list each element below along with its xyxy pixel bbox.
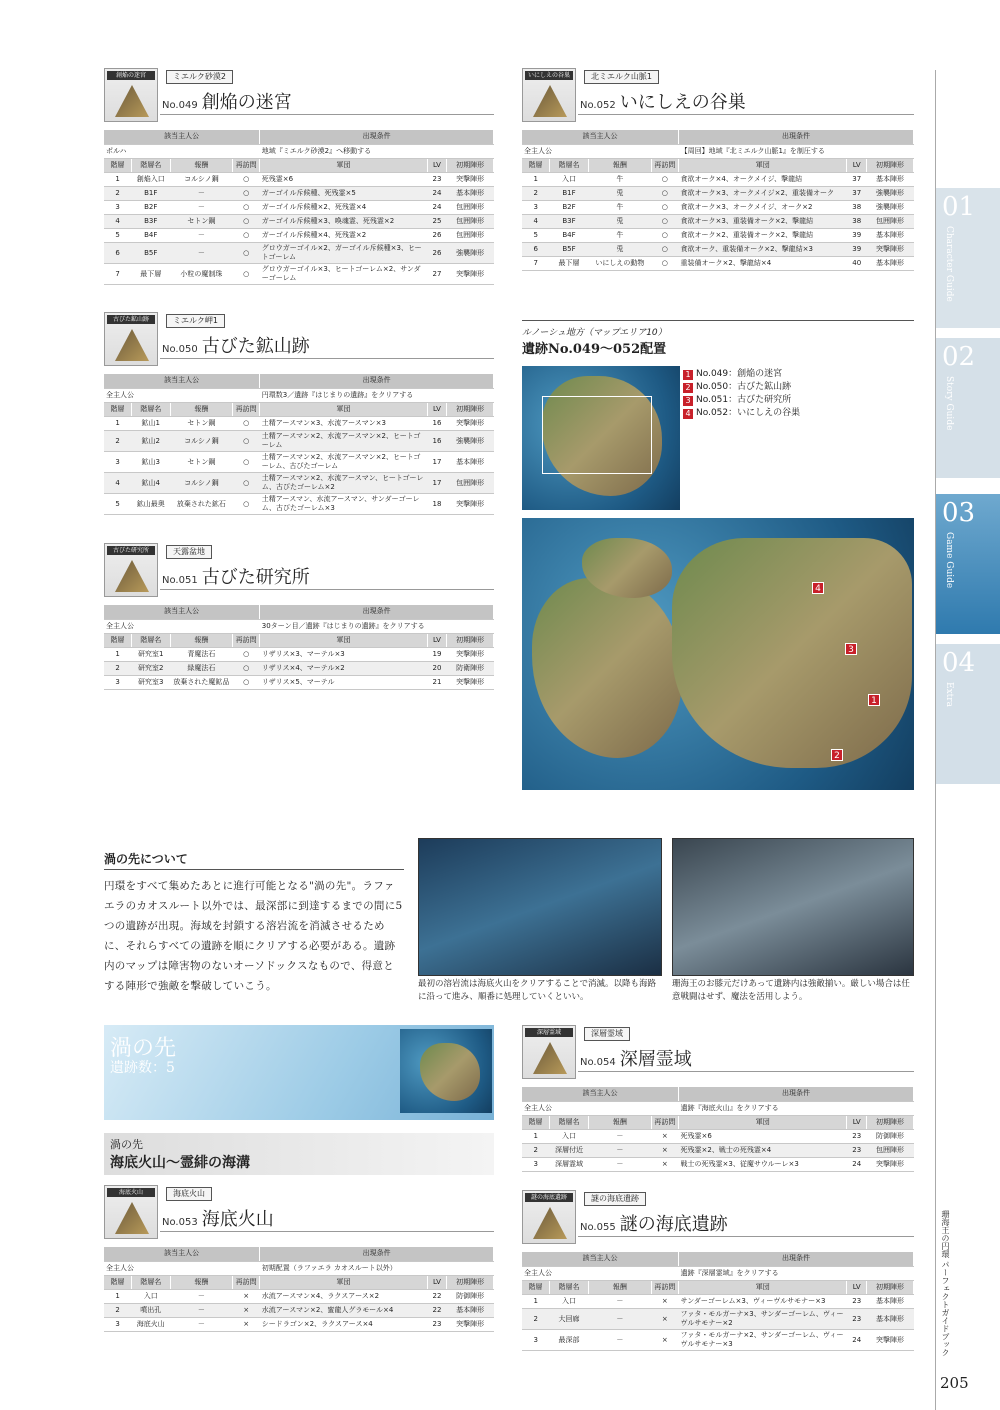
dungeon-title: No.052 いにしえの谷巣 — [580, 92, 746, 113]
table-row: 3 B2F － ○ ガーゴイル斥候種×2、死残霊×4 24 包囲陣形 — [104, 201, 494, 215]
area-label: ミエルク砂漠2 — [166, 70, 233, 84]
dungeon-054 — [522, 1025, 914, 1172]
screenshot-2 — [672, 838, 914, 976]
dungeon-icon: 海底火山 — [104, 1185, 158, 1239]
chapter-tab-03[interactable]: 03 Game Guide — [936, 494, 1000, 634]
floor-table: 階層 階層名 報酬 再訪問 軍団 LV 初期陣形 1 研究室1 青魔法石 ○ リザリス×3、マーテル×3 19 突撃陣形 2 研究室2 緑魔法石 ○ リザリス×4、マーテル×2 20 防衛陣形 3 研究室3 放棄された魔鉱品 ○ リザリス×5、マーテル 21 突撃陣形 — [104, 634, 494, 691]
table-row: 3 鉱山3 セトン鋼 ○ 土精アースマン×2、水流アースマン×2、ヒートゴーレム、古びたゴーレム 17 基本陣形 — [104, 452, 494, 473]
book-title-vertical: 珊海王の円環 パーフェクトガイドブック — [941, 1210, 950, 1357]
article-body: 円環をすべて集めたあとに進行可能となる"渦の先"。ラファエラのカオスルート以外では、最深部に到達するまでの間に5つの遺跡が出現。海域を封鎖する溶岩流を消滅させるために、それらすべての遺跡を順にクリアする必要がある。遺跡内のマップは障害物のないオーソドックスなもので、得意とする陣形で強敵を撃破していこう。 — [104, 880, 403, 992]
dungeon-icon: 深層霊域 — [522, 1025, 576, 1079]
uzu-range — [104, 1133, 494, 1175]
dungeon-title: No.053 海底火山 — [162, 1209, 274, 1230]
screenshot-1 — [418, 838, 662, 976]
dungeon-icon: 創焔の迷宮 — [104, 68, 158, 122]
condition-table: 該当主人公 出現条件 全主人公 遺跡『海底火山』をクリアする — [522, 1087, 914, 1116]
table-row: 1 研究室1 青魔法石 ○ リザリス×3、マーテル×3 19 突撃陣形 — [104, 648, 494, 662]
floor-table: 階層 階層名 報酬 再訪問 軍団 LV 初期陣形 1 入口 － × 水流アースマン×4、ラクスアース×2 22 防御陣形 2 噴出孔 － × 水流アースマン×2、蜜龍人グラモール×4 22 基本陣形 3 海底火山 － × シードラゴン×2、ラクスアース×4 23 突撃陣形 — [104, 1276, 494, 1333]
legend-item-4: 4 No.052：いにしえの谷巣 — [683, 407, 800, 420]
condition-table: 該当主人公 出現条件 全主人公 【周回】地域『北ミエルク山脈1』を制圧する — [522, 130, 914, 159]
table-row: 1 入口 － × 死残霊×6 23 防御陣形 — [522, 1130, 914, 1144]
area-label: 深層霊域 — [584, 1027, 630, 1041]
floor-table: 階層 階層名 報酬 再訪問 軍団 LV 初期陣形 1 入口 － × サンダーゴーレム×3、ヴィーヴルサモナー×3 23 基本陣形 2 大回廊 － × ファタ・モルガーナ×3、サンダーゴーレム、ヴィーヴルサモナー×2 23 基本陣形 3 最深部 － × ファタ・モルガーナ×2、サンダーゴーレム、ヴィーヴルサモナー×3 24 突撃陣形 — [522, 1281, 914, 1352]
article-title: 渦の先について — [104, 850, 404, 870]
overview-map — [522, 366, 680, 510]
table-row: 3 深層霊域 － × 戦士の死残霊×3、従魔サウルーレ×3 24 突撃陣形 — [522, 1158, 914, 1172]
table-row: 1 鉱山1 セトン鋼 ○ 土精アースマン×3、水流アースマン×3 16 突撃陣形 — [104, 417, 494, 431]
table-row: 2 研究室2 緑魔法石 ○ リザリス×4、マーテル×2 20 防衛陣形 — [104, 662, 494, 676]
table-row: 4 鉱山4 コルシノ鋼 ○ 土精アースマン×2、水流アースマン、ヒートゴーレム、古びたゴーレム×2 17 包囲陣形 — [104, 473, 494, 494]
article — [104, 850, 404, 996]
table-row: 2 噴出孔 － × 水流アースマン×2、蜜龍人グラモール×4 22 基本陣形 — [104, 1304, 494, 1318]
floor-table: 階層 階層名 報酬 再訪問 軍団 LV 初期陣形 1 入口 牛 ○ 貪欲オーク×4、オークメイジ、撃龍結 37 基本陣形 2 B1F 兎 ○ 貪欲オーク×3、オークメイジ×2、重装備オーク 37 強襲陣形 3 B2F 牛 ○ 貪欲オーク×3、オークメイジ、オーク×2 38 強襲陣形 4 B3F 兎 ○ 貪欲オーク×3、重装備オーク×2、撃龍結 38 包囲陣形 5 B4F 牛 ○ 貪欲オーク×2、重装備オーク×2、撃龍結 39 基本陣形 6 B5F 兎 ○ 貪欲オーク、重装備オーク×2、撃龍結×3 39 突撃陣形 7 最下層 いにしえの動物 ○ 重装備オーク×2、撃龍結×4 40 基本陣形 — [522, 159, 914, 272]
map-marker-3[interactable]: 3 — [845, 643, 857, 655]
caption-1: 最初の溶岩流は海底火山をクリアすることで消滅。以降も海路に沿って進み、順番に処理していくといい。 — [418, 979, 657, 1002]
area-label: 北ミエルク山脈1 — [584, 70, 659, 84]
area-label: 天露盆地 — [166, 545, 212, 559]
condition-table: 該当主人公 出現条件 全主人公 初期配置（ラファエラ カオスルート以外） — [104, 1247, 494, 1276]
legend-item-2: 2 No.050：古びた鉱山跡 — [683, 381, 800, 394]
uzu-name: 渦の先 — [110, 1036, 177, 1061]
area-label: 海底火山 — [166, 1187, 212, 1201]
table-row: 1 入口 － × サンダーゴーレム×3、ヴィーヴルサモナー×3 23 基本陣形 — [522, 1295, 914, 1309]
dungeon-icon: いにしえの谷巣 — [522, 68, 576, 122]
table-row: 6 B5F 兎 ○ 貪欲オーク、重装備オーク×2、撃龍結×3 39 突撃陣形 — [522, 243, 914, 257]
chapter-sidebar — [935, 70, 1000, 1410]
uzu-banner — [104, 1025, 494, 1120]
table-row: 5 鉱山最奥 放棄された鉱石 ○ 土精アースマン、水流アースマン、サンダーゴーレム、古びたゴーレム×3 18 突撃陣形 — [104, 494, 494, 515]
table-row: 3 海底火山 － × シードラゴン×2、ラクスアース×4 23 突撃陣形 — [104, 1318, 494, 1332]
table-row: 2 大回廊 － × ファタ・モルガーナ×3、サンダーゴーレム、ヴィーヴルサモナー×2 23 基本陣形 — [522, 1309, 914, 1330]
dungeon-052 — [522, 68, 914, 271]
dungeon-icon: 古びた鉱山跡 — [104, 312, 158, 366]
detail-map — [522, 518, 914, 790]
condition-table: 該当主人公 出現条件 全主人公 円環数3／遺跡『はじまりの遺跡』をクリアする — [104, 374, 494, 403]
table-row: 2 B1F － ○ ガーゴイル斥候種、死残霊×5 24 基本陣形 — [104, 187, 494, 201]
dungeon-055 — [522, 1190, 914, 1351]
dungeon-title: No.051 古びた研究所 — [162, 567, 310, 588]
table-row: 2 深層付近 － × 死残霊×2、戦士の死残霊×4 23 包囲陣形 — [522, 1144, 914, 1158]
floor-table: 階層 階層名 報酬 再訪問 軍団 LV 初期陣形 1 鉱山1 セトン鋼 ○ 土精アースマン×3、水流アースマン×3 16 突撃陣形 2 鉱山2 コルシノ鋼 ○ 土精アースマン×2、水流アースマン×2、ヒートゴーレム 16 強襲陣形 3 鉱山3 セトン鋼 ○ 土精アースマン×2、水流アースマン×2、ヒートゴーレム、古びたゴーレム 17 基本陣形 4 鉱山4 コルシノ鋼 ○ 土精アースマン×2、水流アースマン、ヒートゴーレム、古びたゴーレム×2 17 包囲陣形 5 鉱山最奥 放棄された鉱石 ○ 土精アースマン、水流アースマン、サンダーゴーレム、古びたゴーレム×3 18 突撃陣形 — [104, 403, 494, 516]
area-label: ミエルク岬1 — [166, 314, 225, 328]
uzu-count: 遺跡数：5 — [110, 1060, 175, 1076]
table-row: 7 最下層 いにしえの動物 ○ 重装備オーク×2、撃龍結×4 40 基本陣形 — [522, 257, 914, 271]
table-row: 4 B3F セトン鋼 ○ ガーゴイル斥候種×3、喚魂霊、死残霊×2 25 包囲陣形 — [104, 215, 494, 229]
table-row: 5 B4F 牛 ○ 貪欲オーク×2、重装備オーク×2、撃龍結 39 基本陣形 — [522, 229, 914, 243]
floor-table: 階層 階層名 報酬 再訪問 軍団 LV 初期陣形 1 創焔入口 コルシノ鋼 ○ 死残霊×6 23 突撃陣形 2 B1F － ○ ガーゴイル斥候種、死残霊×5 24 基本陣形 3 B2F － ○ ガーゴイル斥候種×2、死残霊×4 24 包囲陣形 4 B3F セトン鋼 ○ ガーゴイル斥候種×3、喚魂霊、死残霊×2 25 包囲陣形 5 B4F － ○ ガーゴイル斥候種×4、死残霊×2 26 包囲陣形 6 B5F － ○ グロウガーゴイル×2、ガーゴイル斥候種×3、ヒートゴーレム 26 強襲陣形 7 最下層 小粒の魔制珠 ○ グロウガーゴイル×3、ヒートゴーレム×2、サンダーゴーレム 27 突撃陣形 — [104, 159, 494, 286]
area-label: 謎の海底遺跡 — [584, 1192, 646, 1206]
dungeon-050 — [104, 312, 494, 515]
table-row: 5 B4F － ○ ガーゴイル斥候種×4、死残霊×2 26 包囲陣形 — [104, 229, 494, 243]
table-row: 1 入口 牛 ○ 貪欲オーク×4、オークメイジ、撃龍結 37 基本陣形 — [522, 173, 914, 187]
condition-table: 該当主人公 出現条件 全主人公 遺跡『深層霊域』をクリアする — [522, 1252, 914, 1281]
map-marker-1[interactable]: 1 — [868, 694, 880, 706]
dungeon-051 — [104, 543, 494, 690]
dungeon-icon: 謎の海底遺跡 — [522, 1190, 576, 1244]
chapter-tab-04[interactable]: 04 Extra — [936, 644, 1000, 784]
uzu-range-title: 海底火山〜霊緋の海溝 — [110, 1155, 250, 1171]
map-section — [522, 320, 914, 357]
table-row: 3 研究室3 放棄された魔鉱品 ○ リザリス×5、マーテル 21 突撃陣形 — [104, 676, 494, 690]
dungeon-049 — [104, 68, 494, 285]
dungeon-title: No.055 謎の海底遺跡 — [580, 1214, 728, 1235]
table-row: 2 B1F 兎 ○ 貪欲オーク×3、オークメイジ×2、重装備オーク 37 強襲陣形 — [522, 187, 914, 201]
page-number: 205 — [940, 1374, 969, 1392]
chapter-tab-02[interactable]: 02 Story Guide — [936, 338, 1000, 478]
condition-table: 該当主人公 出現条件 全主人公 30ターン目／遺跡『はじまりの遺跡』をクリアする — [104, 605, 494, 634]
map-legend — [683, 368, 800, 420]
map-marker-4[interactable]: 4 — [812, 582, 824, 594]
table-row: 4 B3F 兎 ○ 貪欲オーク×3、重装備オーク×2、撃龍結 38 包囲陣形 — [522, 215, 914, 229]
uzu-range-sub: 渦の先 — [110, 1138, 143, 1151]
chapter-tab-01[interactable]: 01 Character Guide — [936, 188, 1000, 328]
table-row: 3 B2F 牛 ○ 貪欲オーク×3、オークメイジ、オーク×2 38 強襲陣形 — [522, 201, 914, 215]
table-row: 2 鉱山2 コルシノ鋼 ○ 土精アースマン×2、水流アースマン×2、ヒートゴーレム 16 強襲陣形 — [104, 431, 494, 452]
condition-table: 該当主人公 出現条件 ポルハ 地域『ミエルク砂漠2』へ移動する — [104, 130, 494, 159]
floor-table: 階層 階層名 報酬 再訪問 軍団 LV 初期陣形 1 入口 － × 死残霊×6 23 防御陣形 2 深層付近 － × 死残霊×2、戦士の死残霊×4 23 包囲陣形 3 深層霊域 － × 戦士の死残霊×3、従魔サウルーレ×3 24 突撃陣形 — [522, 1116, 914, 1173]
dungeon-title: No.049 創焔の迷宮 — [162, 92, 292, 113]
dungeon-title: No.050 古びた鉱山跡 — [162, 336, 310, 357]
table-row: 1 入口 － × 水流アースマン×4、ラクスアース×2 22 防御陣形 — [104, 1290, 494, 1304]
uzu-map — [400, 1029, 492, 1113]
caption-2: 珊海王のお膝元だけあって遺跡内は強敵揃い。厳しい場合は任意戦闘はせず、魔法を活用しよう。 — [672, 979, 910, 1002]
legend-item-1: 1 No.049：創焔の迷宮 — [683, 368, 800, 381]
table-row: 6 B5F － ○ グロウガーゴイル×2、ガーゴイル斥候種×3、ヒートゴーレム 26 強襲陣形 — [104, 243, 494, 264]
map-marker-2[interactable]: 2 — [831, 749, 843, 761]
dungeon-053 — [104, 1185, 494, 1332]
table-row: 1 創焔入口 コルシノ鋼 ○ 死残霊×6 23 突撃陣形 — [104, 173, 494, 187]
table-row: 3 最深部 － × ファタ・モルガーナ×2、サンダーゴーレム、ヴィーヴルサモナー×3 24 突撃陣形 — [522, 1330, 914, 1351]
dungeon-icon: 古びた研究所 — [104, 543, 158, 597]
dungeon-title: No.054 深層霊域 — [580, 1049, 692, 1070]
map-subtitle: ルノーシュ地方（マップエリア10） — [522, 320, 914, 338]
legend-item-3: 3 No.051：古びた研究所 — [683, 394, 800, 407]
map-title: 遺跡No.049〜052配置 — [522, 342, 667, 357]
table-row: 7 最下層 小粒の魔制珠 ○ グロウガーゴイル×3、ヒートゴーレム×2、サンダーゴーレム 27 突撃陣形 — [104, 264, 494, 285]
